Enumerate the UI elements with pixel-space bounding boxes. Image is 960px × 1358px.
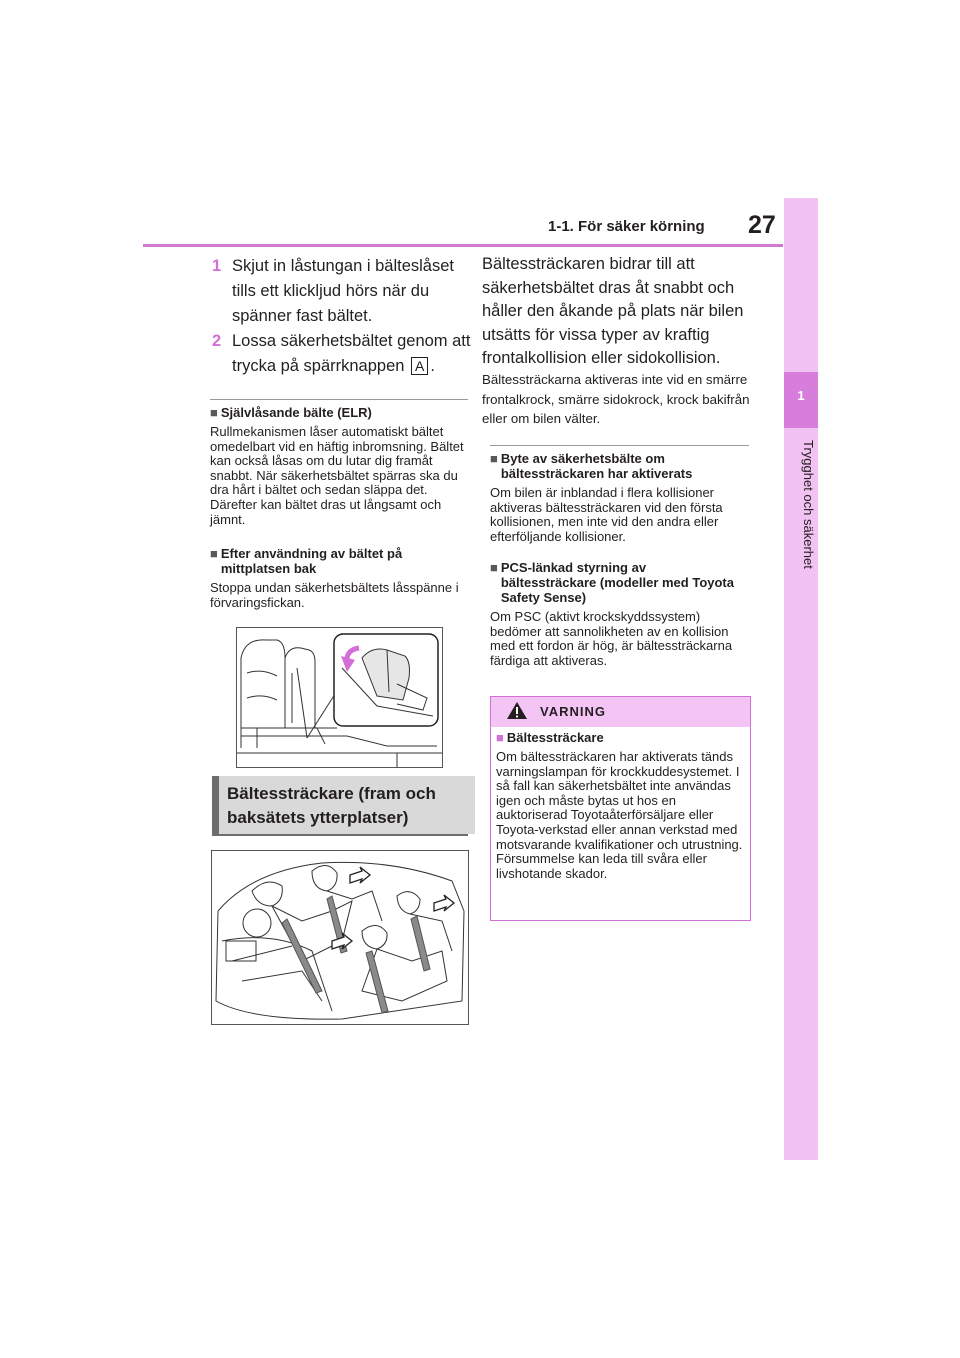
warning-content [496, 730, 746, 881]
warning-title: VARNING [540, 704, 606, 719]
page-number: 27 [748, 211, 776, 239]
warning-header [491, 697, 750, 727]
section-title: 1-1. För säker körning [548, 218, 705, 235]
pretensioner-intro: Bältessträckaren bidrar till att säkerhetsbältet dras åt snabbt och håller den åkande på plats när bilen utsätts för vissa typer av kraftig frontalkollision eller sidokollision. [482, 255, 744, 368]
step-number: 2 [212, 332, 222, 350]
pretensioner-section-heading: Bältessträckare (fram och baksätets ytterplatser) [212, 776, 475, 834]
step-2 [212, 329, 472, 379]
chapter-label: Trygghet och säkerhet [801, 440, 816, 569]
step-text [212, 329, 472, 379]
elr-heading: ■ Självlåsande bälte (ELR) [210, 405, 372, 420]
replacement-body: Om bilen är inblandad i flera kollisioner aktiveras bältessträckaren vid den första kollisionen, men inte vid den andra eller efterföljande kollisioner. [490, 485, 723, 544]
elr-body: Rullmekanismen låser automatiskt bältet omedelbart vid en häftig inbromsning. Bältet kan också låsas om du lutar dig framåt snabbt. När säkerhetsbältet spärras ska du dra hårt i bältet och sedan släppa det. Därefter kan bältet dras ut långsamt och jämnt. [210, 424, 464, 527]
after-use-heading: ■ Efter användning av bältet på mittplatsen bak [210, 546, 403, 576]
square-bullet-icon: ■ [490, 451, 498, 466]
rear-seat-illustration [236, 627, 443, 768]
square-bullet-icon: ■ [490, 560, 498, 575]
divider [490, 445, 749, 446]
chapter-number: 1 [797, 388, 805, 403]
replacement-section [490, 451, 750, 544]
warning-body: Om bältessträckaren har aktiverats tänds varningslampan för krockkuddesystemet. I så fall kan säkerhetsbältet inte användas igen och måste bytas ut hos en auktoriserad Toyotaåterförsäljare eller Toyota-verkstad eller annan verkstad med motsvarande kvalifikationer och utrustning. Försummelse kan leda till svåra eller livshotande skador. [496, 749, 743, 881]
section-underline [212, 834, 468, 836]
pcs-section [490, 560, 750, 668]
warning-heading: ■ Bältessträckare [496, 730, 604, 745]
car-occupants-drawing [212, 851, 468, 1024]
warning-triangle-icon [506, 701, 528, 725]
header-rule [143, 244, 783, 247]
rear-seat-drawing [237, 628, 442, 767]
pretensioner-note: Bältessträckarna aktiveras inte vid en smärre frontalkrock, smärre sidokrock, krock bakifrån eller om bilen välter. [482, 372, 750, 426]
after-use-section [210, 546, 468, 610]
square-bullet-icon: ■ [496, 730, 504, 745]
replacement-heading: ■ Byte av säkerhetsbälte om bältessträckaren har aktiverats [490, 451, 693, 481]
square-bullet-icon: ■ [210, 405, 218, 420]
after-use-body: Stoppa undan säkerhetsbältets låsspänne i förvaringsfickan. [210, 580, 459, 610]
pcs-heading: ■ PCS-länkad styrning av bältessträckare (modeller med Toyota Safety Sense) [490, 560, 734, 605]
step-text-end: . [430, 357, 435, 375]
step-number: 1 [212, 257, 222, 275]
square-bullet-icon: ■ [210, 546, 218, 561]
step-text-main: Lossa säkerhetsbältet genom att trycka på spärrknappen [232, 332, 471, 375]
car-occupants-illustration [211, 850, 469, 1025]
step-1 [212, 254, 472, 329]
chapter-tab [784, 198, 818, 1160]
pcs-body: Om PSC (aktivt krockskyddssystem) bedömer att sannolikheten av en kollision med ett fordon är hög, är bältessträckarna färdiga att aktiveras. [490, 609, 733, 668]
elr-section [210, 405, 468, 527]
key-label: A [411, 357, 428, 375]
divider [210, 399, 468, 400]
step-text: Skjut in låstungan i bälteslåset tills ett klickljud hörs när du spänner fast bältet. [232, 257, 454, 325]
